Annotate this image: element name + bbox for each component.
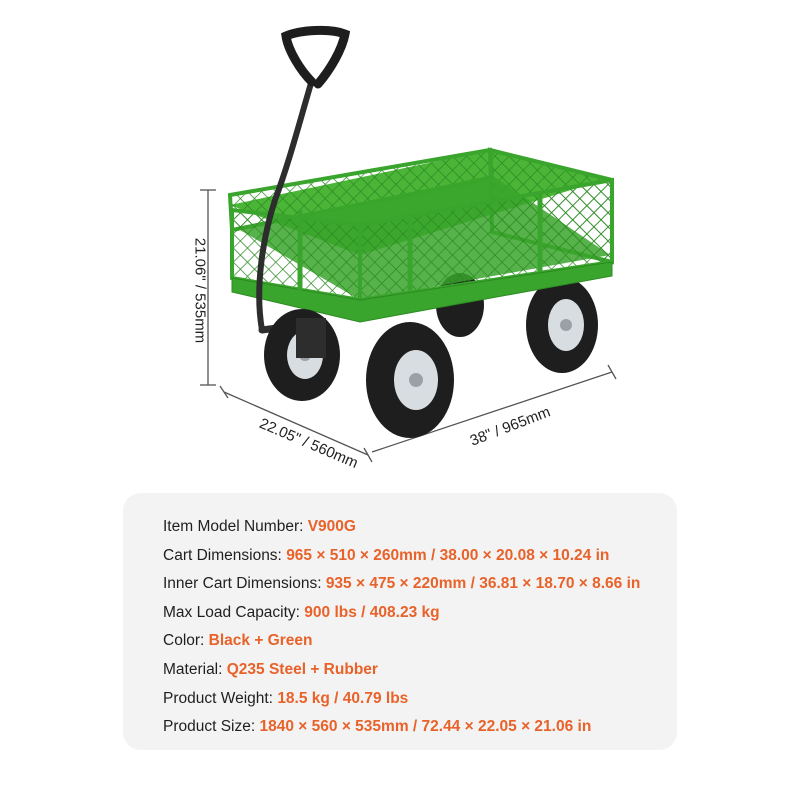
- spec-value: 900 lbs / 408.23 kg: [304, 603, 440, 621]
- spec-row-color: [163, 627, 640, 656]
- spec-list: [163, 513, 640, 742]
- spec-label: Cart Dimensions:: [163, 546, 287, 564]
- spec-row-weight: [163, 685, 640, 714]
- spec-row-inner-dimensions: [163, 570, 640, 599]
- spec-label: Max Load Capacity:: [163, 603, 305, 621]
- spec-row-max-load: [163, 599, 640, 628]
- front-wheels: [264, 309, 454, 438]
- spec-label: Inner Cart Dimensions:: [163, 575, 326, 593]
- spec-label: Product Size:: [163, 718, 260, 736]
- spec-value: Black + Green: [208, 632, 313, 650]
- spec-value: V900G: [307, 518, 356, 535]
- spec-card: [123, 493, 677, 750]
- spec-label: Material:: [163, 660, 227, 678]
- width-dimension-label: 22.05" / 560mm: [256, 415, 361, 472]
- spec-label: Product Weight:: [163, 689, 278, 707]
- spec-row-cart-dimensions: [163, 542, 640, 571]
- spec-value: Q235 Steel + Rubber: [226, 660, 378, 678]
- spec-value: 18.5 kg / 40.79 lbs: [277, 689, 409, 707]
- spec-row-model: [163, 513, 640, 542]
- spec-value: 935 × 475 × 220mm / 36.81 × 18.70 × 8.66 in: [325, 575, 641, 593]
- spec-row-material: [163, 656, 640, 685]
- spec-label: Item Model Number:: [163, 518, 308, 535]
- spec-label: Color:: [163, 632, 209, 650]
- spec-value: 1840 × 560 × 535mm / 72.44 × 22.05 × 21.06 in: [259, 718, 592, 736]
- length-dimension-label: 38" / 965mm: [467, 403, 553, 450]
- height-dimension-label: 21.06" / 535mm: [191, 237, 209, 344]
- spec-row-product-size: [163, 713, 640, 742]
- spec-value: 965 × 510 × 260mm / 38.00 × 20.08 × 10.24 in: [286, 546, 610, 564]
